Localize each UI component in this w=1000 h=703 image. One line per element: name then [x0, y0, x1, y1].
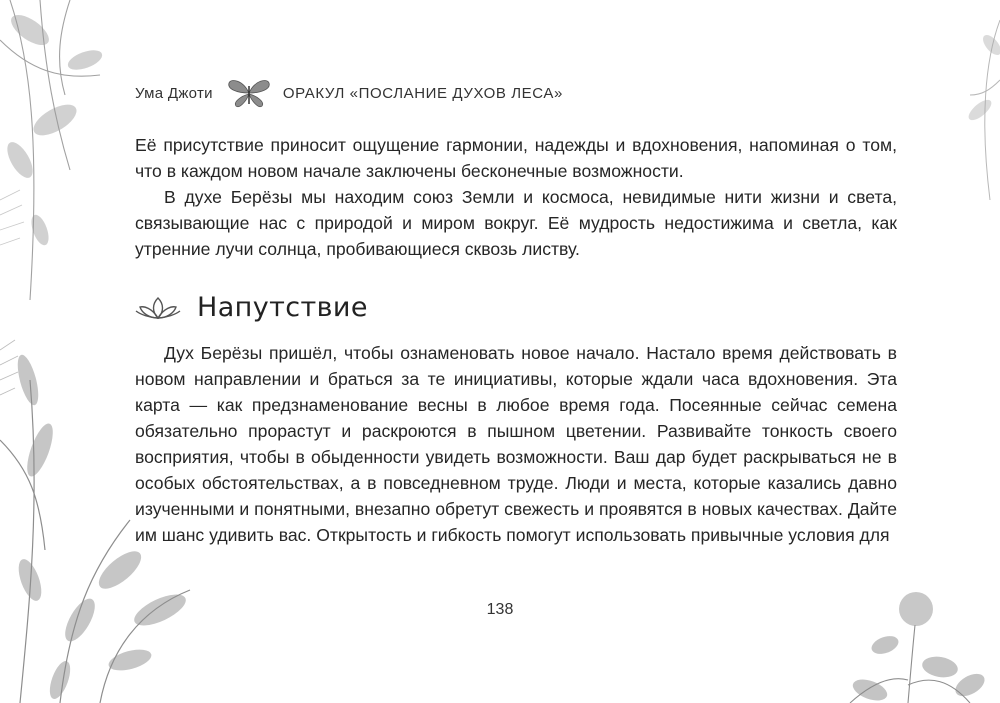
paragraph: Дух Берёзы пришёл, чтобы ознаменовать новое начало. Настало время действовать в новом направлении и браться за те инициативы, которые ждали часа вдохновения. Эта карта — как предзнаменование весны в любое время года. Посеянные сейчас семена обязательно прорастут и раскроются в пышном цветении. Развивайте тонкость своего восприятия, чтобы в обыденности увидеть возможности. Ваш дар будет раскрываться не в особых обстоятельствах, а в повседневном труде. Люди и места, которые казались давно изученными и понятными, внезапно обретут свежесть и проявятся в новых качествах. Дайте им шанс удивить вас. Открытость и гибкость помогут использовать привычные условия для [135, 343, 897, 545]
header-book-title: ОРАКУЛ «ПОСЛАНИЕ ДУХОВ ЛЕСА» [282, 84, 563, 102]
lotus-icon [135, 295, 181, 321]
foliage-illustration-top-right [940, 0, 1000, 200]
foliage-illustration-top-left [0, 0, 120, 300]
section-body [135, 340, 897, 548]
section-title: Напутствие [197, 292, 368, 323]
paragraph: В духе Берёзы мы находим союз Земли и космоса, невидимые нити жизни и света, связывающие нас с природой и миром вокруг. Её мудрость недостижима и светла, как утренние лучи солнца, пробивающиеся сквозь листву. [135, 187, 897, 259]
running-header [135, 80, 563, 106]
intro-paragraphs [135, 132, 897, 262]
paragraph: Её присутствие приносит ощущение гармонии, надежды и вдохновения, напоминая о том, что в каждом новом начале заключены бесконечные возможности. [135, 135, 897, 181]
page-number: 138 [486, 601, 514, 618]
header-author: Ума Джоти [135, 84, 213, 102]
section-heading [135, 292, 368, 323]
butterfly-icon [227, 78, 271, 108]
